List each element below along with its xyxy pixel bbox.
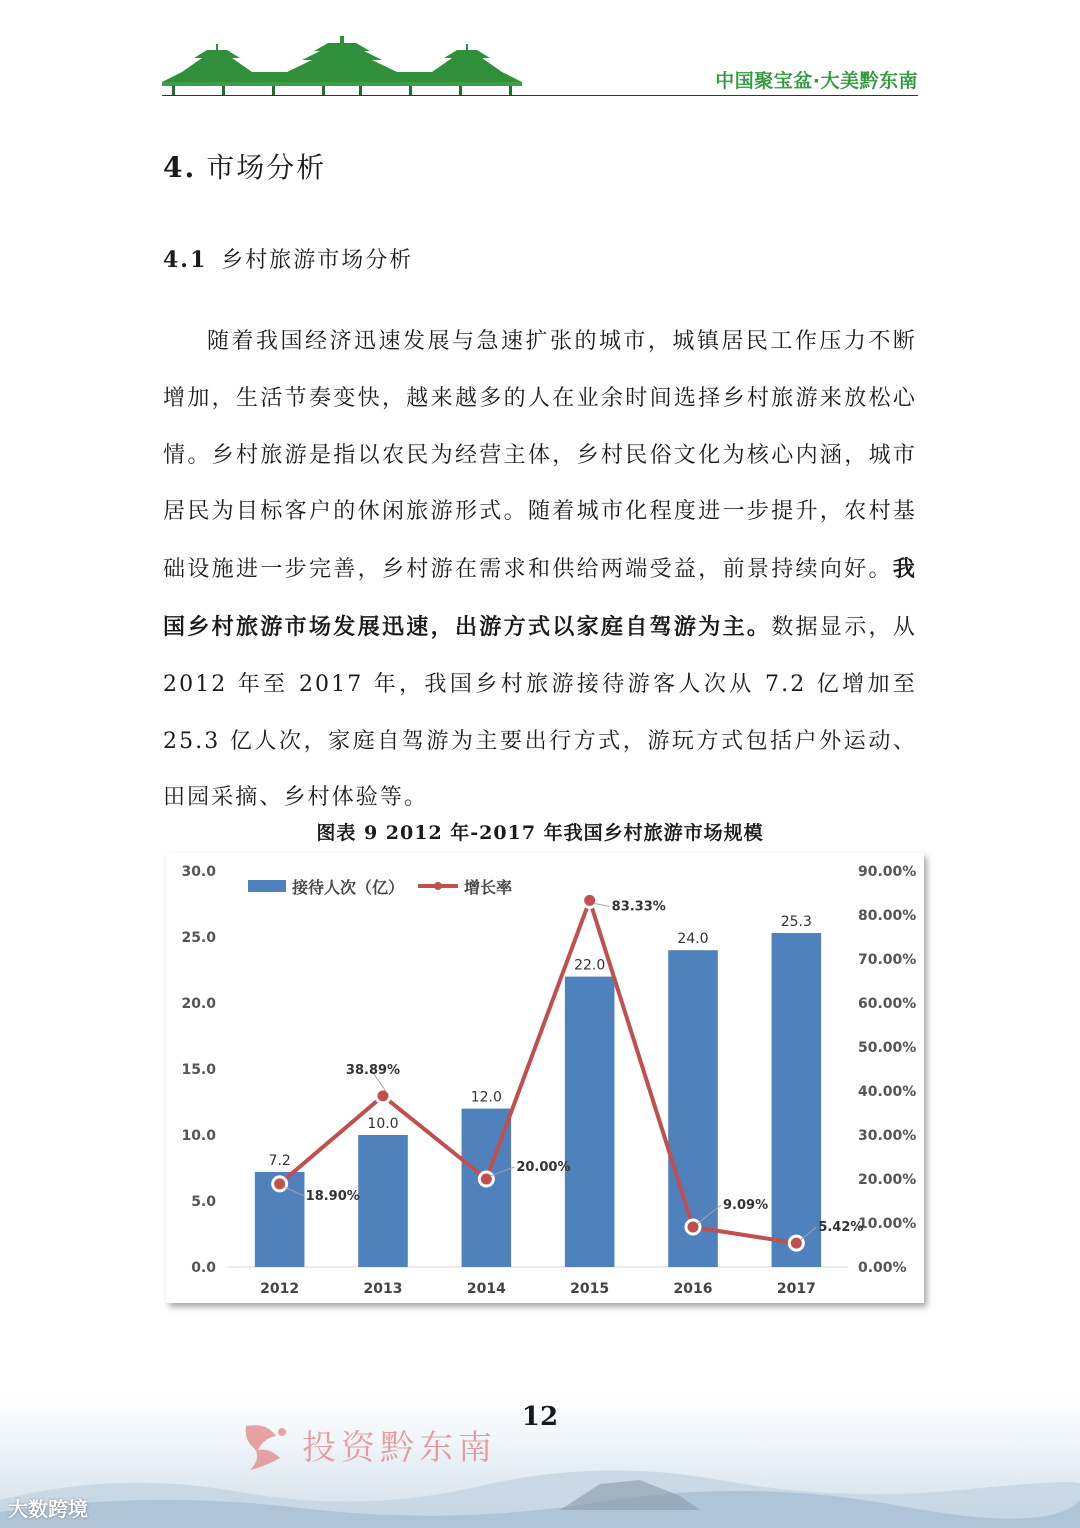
body-text-intro: 随着我国经济迅速发展与急速扩张的城市，城镇居民工作压力不断增加，生活节奏变快，越来越多的人在业余时间选择乡村旅游来放松心情。乡村旅游是指以农民为经营主体，乡村民俗文化为核心内涵，城市居民为目标客户的休闲旅游形式。随着城市化程度进一步提升，农村基础设施进一步完善，乡村游在需求和供给两端受益，前景持续向好。 [163,329,917,583]
left-axis-tick-label: 5.0 [191,1194,216,1210]
footer-logo-icon [236,1418,296,1478]
legend-line-marker [434,882,442,890]
growth-rate-point [479,1172,493,1186]
body-paragraph [163,314,917,827]
left-axis-tick-label: 20.0 [181,996,216,1012]
left-axis-tick-label: 30.0 [181,864,216,880]
legend-bar-label: 接待人次（亿） [292,878,405,897]
subsection-title [163,243,413,274]
growth-rate-point [376,1089,390,1103]
left-axis-tick-label: 15.0 [181,1062,216,1078]
left-axis-tick-label: 25.0 [181,930,216,946]
subsection-title-text: 乡村旅游市场分析 [221,248,414,273]
bar [358,1135,408,1267]
watermark-text: 大数跨境 [8,1497,88,1521]
body-text-data: 数据显示，从 2012 年至 2017 年，我国乡村旅游接待游客人次从 7.2 亿增加至 25.3 亿人次，家庭自驾游为主要出行方式，游玩方式包括户外运动、田园采摘、乡村体验等。 [163,614,917,811]
rate-value-label: 38.89% [345,1062,401,1078]
growth-rate-point [686,1220,700,1234]
subsection-number: 4.1 [163,247,208,273]
header-slogan: 中国聚宝盆·大美黔东南 [715,70,918,92]
page-number: 12 [521,1402,559,1432]
category-label: 2017 [776,1281,816,1297]
section-title-text: 市场分析 [206,151,327,184]
rate-value-label: 18.90% [305,1188,360,1204]
right-axis-tick-label: 90.00% [858,864,917,880]
left-axis-tick-label: 10.0 [181,1128,216,1144]
footer-landscape [0,1440,1080,1528]
header-pavilion-banner [162,36,522,96]
bar-value-label: 22.0 [574,957,606,974]
bar-value-label: 24.0 [677,931,709,948]
right-axis-tick-label: 70.00% [858,952,917,968]
right-axis-tick-label: 30.00% [858,1128,917,1144]
combo-chart [166,853,924,1303]
header-divider [162,95,918,96]
rate-value-label: 83.33% [611,899,666,915]
right-axis-tick-label: 60.00% [858,996,917,1012]
category-label: 2015 [570,1281,610,1297]
bar [772,933,822,1267]
bar-value-label: 12.0 [470,1089,502,1106]
legend-line-label: 增长率 [464,878,513,897]
category-label: 2012 [260,1281,300,1297]
growth-rate-point [583,893,597,907]
category-label: 2016 [673,1281,713,1297]
figure-caption: 图表 9 2012 年-2017 年我国乡村旅游市场规模 [316,822,764,844]
rate-value-label: 5.42% [818,1220,864,1236]
left-axis-tick-label: 0.0 [191,1260,216,1276]
category-label: 2013 [363,1281,403,1297]
bar [565,977,615,1267]
section-number: 4. [163,151,197,184]
bar-value-label: 10.0 [367,1116,399,1132]
right-axis-tick-label: 10.00% [858,1216,917,1232]
body-text-highlight: 我国乡村旅游市场发展迅速，出游方式以家庭自驾游为主。 [163,556,917,640]
section-title [163,146,326,186]
right-axis-tick-label: 0.00% [858,1260,907,1276]
growth-rate-point [789,1236,803,1250]
rate-value-label: 9.09% [723,1198,769,1214]
category-label: 2014 [466,1281,506,1297]
chart-frame [166,853,924,1303]
legend-bar-swatch [248,880,286,892]
bar-value-label: 7.2 [268,1152,291,1169]
right-axis-tick-label: 50.00% [858,1040,917,1056]
right-axis-tick-label: 20.00% [858,1172,917,1188]
rate-value-label: 20.00% [516,1160,571,1175]
footer-logo-text: 投资黔东南 [302,1428,497,1468]
right-axis-tick-label: 80.00% [858,908,917,924]
bar-value-label: 25.3 [780,914,812,931]
growth-rate-point [273,1177,287,1191]
right-axis-tick-label: 40.00% [858,1084,917,1100]
